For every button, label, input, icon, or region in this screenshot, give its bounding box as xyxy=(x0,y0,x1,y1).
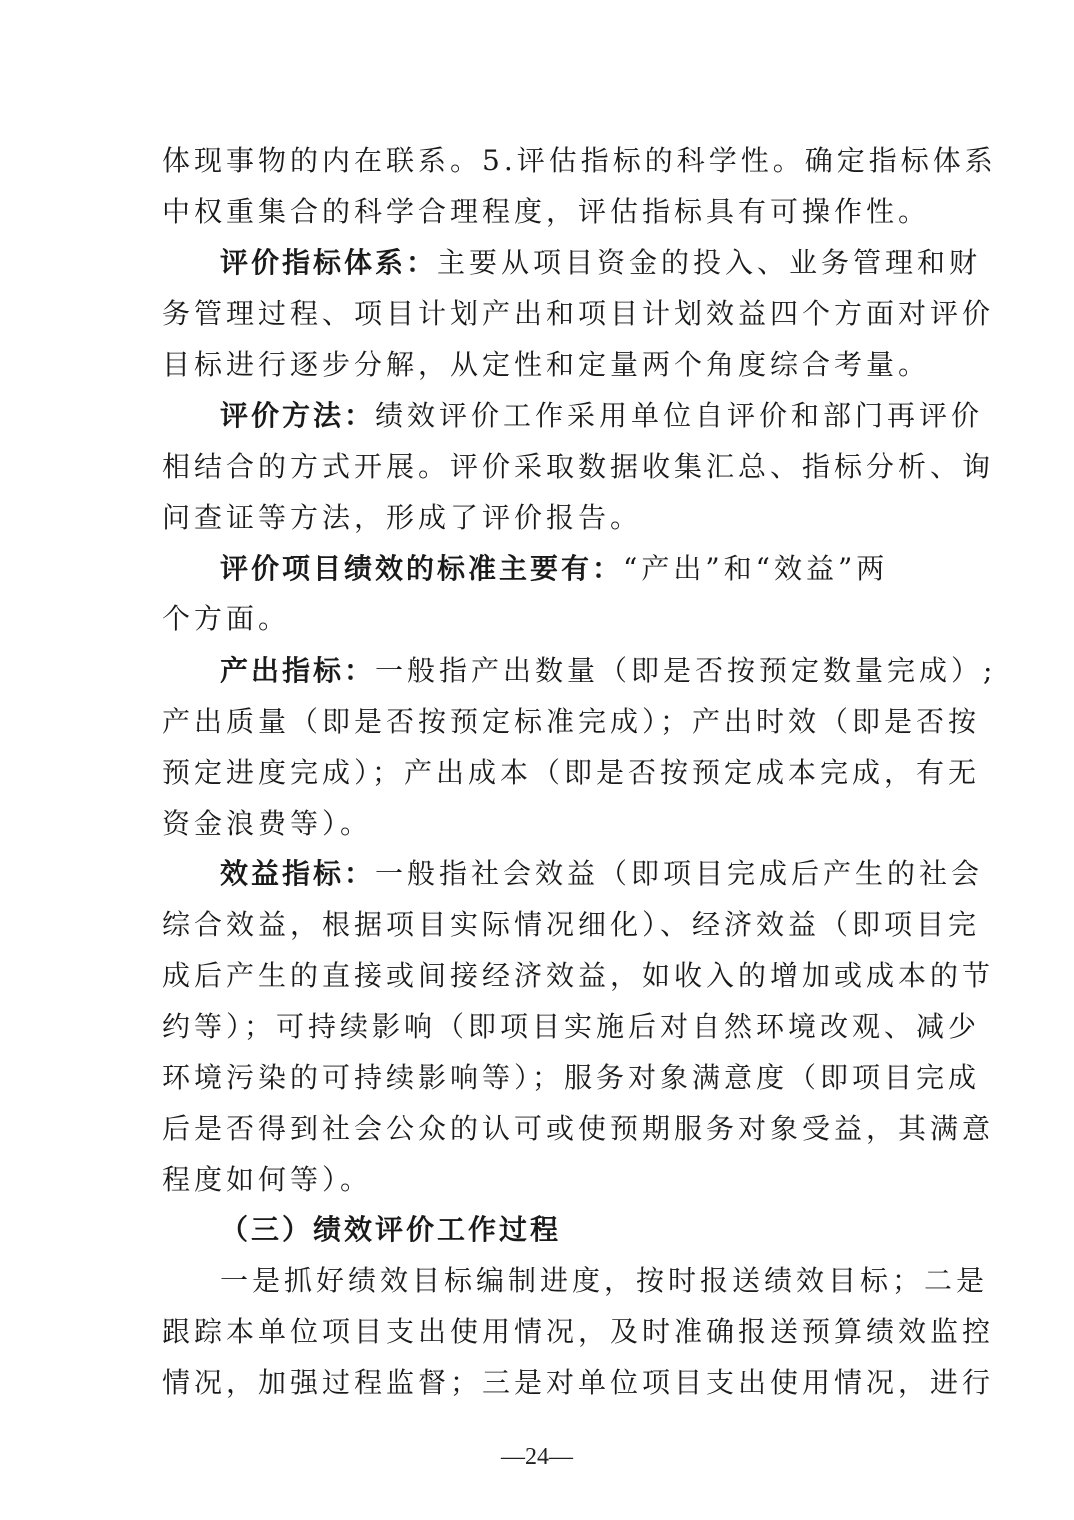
paragraph-line: 跟踪本单位项目支出使用情况，及时准确报送预算绩效监控 xyxy=(162,1315,995,1348)
paragraph-line: 环境污染的可持续影响等）；服务对象满意度（即项目完成 xyxy=(162,1061,981,1094)
paragraph-text: 主要从项目资金的投入、业务管理和财 xyxy=(437,246,982,279)
paragraph-line xyxy=(220,549,922,589)
paragraph-line: 后是否得到社会公众的认可或使预期服务对象受益，其满意 xyxy=(162,1112,995,1145)
paragraph-line: 相结合的方式开展。评价采取数据收集汇总、指标分析、询 xyxy=(162,450,995,483)
paragraph-line: 务管理过程、项目计划产出和项目计划效益四个方面对评价 xyxy=(162,297,995,330)
paragraph-line xyxy=(220,243,982,283)
paragraph-line: 一是抓好绩效目标编制进度，按时报送绩效目标；二是 xyxy=(220,1264,989,1297)
paragraph-line: 约等）；可持续影响（即项目实施后对自然环境改观、减少 xyxy=(162,1010,981,1043)
section-heading: （三）绩效评价工作过程 xyxy=(220,1213,562,1246)
paragraph-line: 体现事物的内在联系。5.评估指标的科学性。确定指标体系 xyxy=(162,144,997,177)
paragraph-line: 预定进度完成）；产出成本（即是否按预定成本完成，有无 xyxy=(162,756,981,789)
paragraph-line: 问查证等方法，形成了评价报告。 xyxy=(162,501,643,534)
paragraph-line: 资金浪费等）。 xyxy=(162,807,373,840)
paragraph-line: 个方面。 xyxy=(162,602,291,635)
page-number: —24— xyxy=(501,1444,573,1470)
paragraph-label: 评价方法： xyxy=(220,399,376,432)
paragraph-line: 成后产生的直接或间接经济效益，如收入的增加或成本的节 xyxy=(162,959,995,992)
paragraph-text: 一般指社会效益（即项目完成后产生的社会 xyxy=(375,857,984,890)
paragraph-line: 程度如何等）。 xyxy=(162,1163,373,1196)
paragraph-label: 评价项目绩效的标准主要有： xyxy=(220,552,624,585)
paragraph-text: “产出”和“效益”两 xyxy=(623,552,889,585)
paragraph-line: 产出质量（即是否按预定标准完成）；产出时效（即是否按 xyxy=(162,705,981,738)
paragraph-line: 综合效益，根据项目实际情况细化）、经济效益（即项目完 xyxy=(162,908,981,941)
paragraph-line: 情况，加强过程监督；三是对单位项目支出使用情况，进行 xyxy=(162,1366,995,1399)
paragraph-line: 中权重集合的科学合理程度，评估指标具有可操作性。 xyxy=(162,195,931,228)
paragraph-label: 效益指标： xyxy=(220,857,376,890)
paragraph-text: 绩效评价工作采用单位自评价和部门再评价 xyxy=(375,399,984,432)
paragraph-line xyxy=(220,651,997,691)
paragraph-text: 一般指产出数量（即是否按预定数量完成）; xyxy=(375,654,997,687)
paragraph-label: 评价指标体系： xyxy=(220,246,438,279)
paragraph-line xyxy=(220,854,984,894)
paragraph-line: 目标进行逐步分解，从定性和定量两个角度综合考量。 xyxy=(162,348,931,381)
paragraph-line xyxy=(220,396,984,436)
paragraph-label: 产出指标： xyxy=(220,654,376,687)
